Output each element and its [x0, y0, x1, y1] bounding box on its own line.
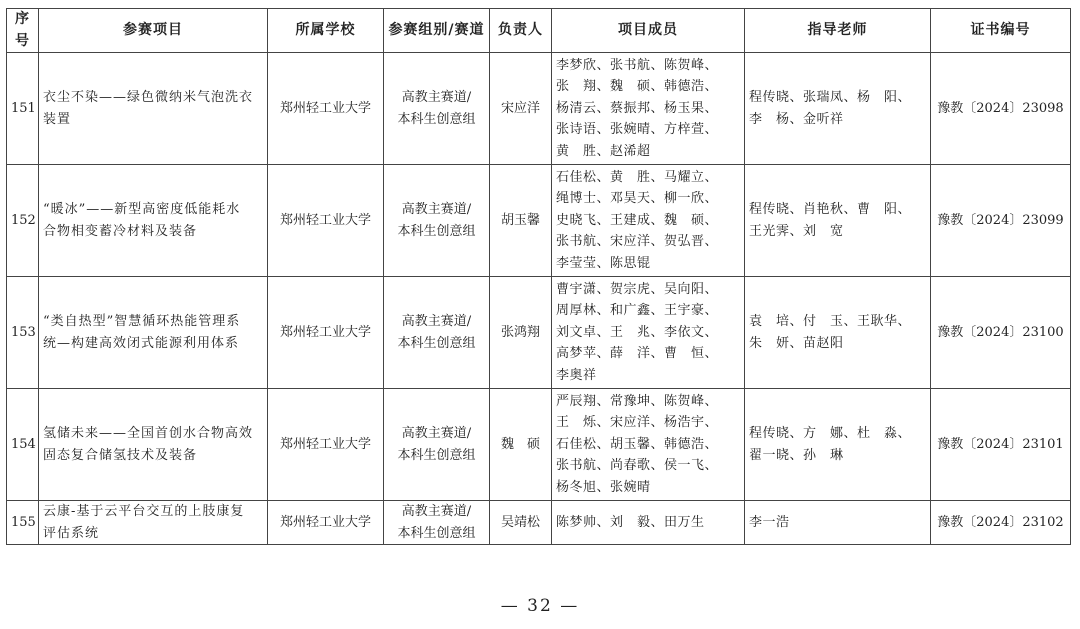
track-line: 高教主赛道/ [401, 90, 472, 105]
track-line: 高教主赛道/ [401, 314, 472, 329]
member-line: 严辰翔、常豫坤、陈贺峰、 [556, 393, 719, 409]
advisor-line: 程传晓、肖艳秋、曹 阳、 [749, 202, 912, 217]
row-school: 郑州轻工业大学 [268, 389, 384, 501]
row-advisors [745, 165, 931, 277]
member-line: 杨冬旭、张婉晴 [556, 479, 651, 495]
member-line: 周厚林、和广鑫、王宇豪、 [556, 303, 719, 319]
member-line: 曹宇潇、贺宗虎、吴向阳、 [556, 281, 719, 297]
advisor-line: 翟一晓、孙 琳 [749, 447, 844, 463]
row-advisors [745, 501, 931, 545]
table-row [7, 53, 1071, 165]
member-line: 李莹莹、陈思锟 [556, 255, 651, 271]
table-row [7, 389, 1071, 501]
row-leader: 魏 硕 [490, 389, 552, 501]
row-project [39, 165, 268, 277]
row-track [384, 389, 490, 501]
track-line: 本科生创意组 [397, 223, 476, 239]
track-line: 高教主赛道/ [401, 202, 472, 217]
member-line: 石佳松、胡玉馨、韩德浩、 [556, 436, 719, 452]
advisor-line: 袁 培、付 玉、王耿华、 [749, 314, 912, 329]
project-line: 装置 [43, 111, 72, 127]
member-line: 张 翔、魏 硕、韩德浩、 [556, 79, 719, 95]
track-line: 高教主赛道/ [401, 504, 472, 519]
project-line: 衣尘不染——绿色微纳米气泡洗衣 [43, 90, 254, 105]
member-line: 高梦苹、薛 洋、曹 恒、 [556, 346, 719, 362]
row-leader: 吴靖松 [490, 501, 552, 545]
header-track: 参赛组别/赛道 [384, 9, 490, 53]
row-project [39, 389, 268, 501]
table-row [7, 277, 1071, 389]
row-certificate: 豫教〔2024〕23100 [931, 277, 1071, 389]
advisor-line: 王光霁、刘 宽 [749, 223, 844, 239]
member-line: 杨清云、蔡振邦、杨玉果、 [556, 100, 719, 116]
advisor-line: 李 杨、金听祥 [749, 111, 844, 127]
row-project [39, 501, 268, 545]
row-school: 郑州轻工业大学 [268, 53, 384, 165]
row-index: 154 [7, 389, 39, 501]
table-header-row [7, 9, 1071, 53]
header-index: 序号 [7, 9, 39, 53]
row-members [552, 277, 745, 389]
project-line: 固态复合储氢技术及装备 [43, 447, 198, 463]
row-track [384, 165, 490, 277]
header-school: 所属学校 [268, 9, 384, 53]
row-certificate: 豫教〔2024〕23101 [931, 389, 1071, 501]
member-line: 刘文卓、王 兆、李依文、 [556, 324, 719, 340]
page-number: — 32 — [500, 596, 580, 616]
member-line: 李奥祥 [556, 367, 597, 383]
member-line: 史晓飞、王建成、魏 硕、 [556, 212, 719, 228]
project-line: 合物相变蓄冷材料及装备 [43, 223, 198, 239]
row-school: 郑州轻工业大学 [268, 501, 384, 545]
project-line: 评估系统 [43, 525, 100, 541]
member-line: 绳博士、邓昊天、柳一欣、 [556, 191, 719, 207]
header-project: 参赛项目 [39, 9, 268, 53]
member-line: 李梦欣、张书航、陈贺峰、 [556, 57, 719, 73]
row-leader: 张鸿翔 [490, 277, 552, 389]
award-table [6, 8, 1071, 545]
header-leader: 负责人 [490, 9, 552, 53]
row-track [384, 277, 490, 389]
track-line: 本科生创意组 [397, 111, 476, 127]
track-line: 本科生创意组 [397, 335, 476, 351]
row-index: 155 [7, 501, 39, 545]
row-project [39, 53, 268, 165]
row-index: 153 [7, 277, 39, 389]
row-certificate: 豫教〔2024〕23099 [931, 165, 1071, 277]
row-project [39, 277, 268, 389]
row-members [552, 165, 745, 277]
row-school: 郑州轻工业大学 [268, 165, 384, 277]
member-line: 黄 胜、赵浠超 [556, 143, 651, 159]
header-members: 项目成员 [552, 9, 745, 53]
member-line: 张诗语、张婉晴、方梓萱、 [556, 122, 719, 138]
advisor-line: 朱 妍、苗赵阳 [749, 335, 844, 351]
project-line: 统—构建高效闭式能源利用体系 [43, 335, 240, 351]
member-line: 张书航、尚春歌、侯一飞、 [556, 458, 719, 474]
advisor-line: 李一浩 [749, 514, 790, 530]
member-line: 陈梦帅、刘 毅、田万生 [556, 514, 705, 530]
project-line: 氢储未来——全国首创水合物高效 [43, 426, 254, 441]
row-index: 151 [7, 53, 39, 165]
advisor-line: 程传晓、方 娜、杜 淼、 [749, 426, 912, 441]
table-row [7, 165, 1071, 277]
row-track [384, 53, 490, 165]
header-certificate: 证书编号 [931, 9, 1071, 53]
advisor-line: 程传晓、张瑞凤、杨 阳、 [749, 90, 912, 105]
member-line: 王 烁、宋应洋、杨浩宇、 [556, 415, 719, 431]
project-line: “类自热型”智慧循环热能管理系 [43, 314, 241, 329]
row-members [552, 389, 745, 501]
table-row [7, 501, 1071, 545]
row-certificate: 豫教〔2024〕23102 [931, 501, 1071, 545]
track-line: 高教主赛道/ [401, 426, 472, 441]
row-advisors [745, 389, 931, 501]
row-members [552, 501, 745, 545]
row-leader: 胡玉馨 [490, 165, 552, 277]
row-school: 郑州轻工业大学 [268, 277, 384, 389]
row-advisors [745, 277, 931, 389]
row-leader: 宋应洋 [490, 53, 552, 165]
row-index: 152 [7, 165, 39, 277]
row-certificate: 豫教〔2024〕23098 [931, 53, 1071, 165]
member-line: 石佳松、黄 胜、马耀立、 [556, 169, 719, 185]
header-advisors: 指导老师 [745, 9, 931, 53]
project-line: “暖冰”——新型高密度低能耗水 [43, 202, 241, 217]
row-advisors [745, 53, 931, 165]
track-line: 本科生创意组 [397, 447, 476, 463]
track-line: 本科生创意组 [397, 525, 476, 541]
row-track [384, 501, 490, 545]
project-line: 云康-基于云平台交互的上肢康复 [43, 504, 245, 519]
member-line: 张书航、宋应洋、贺弘晋、 [556, 234, 719, 250]
row-members [552, 53, 745, 165]
